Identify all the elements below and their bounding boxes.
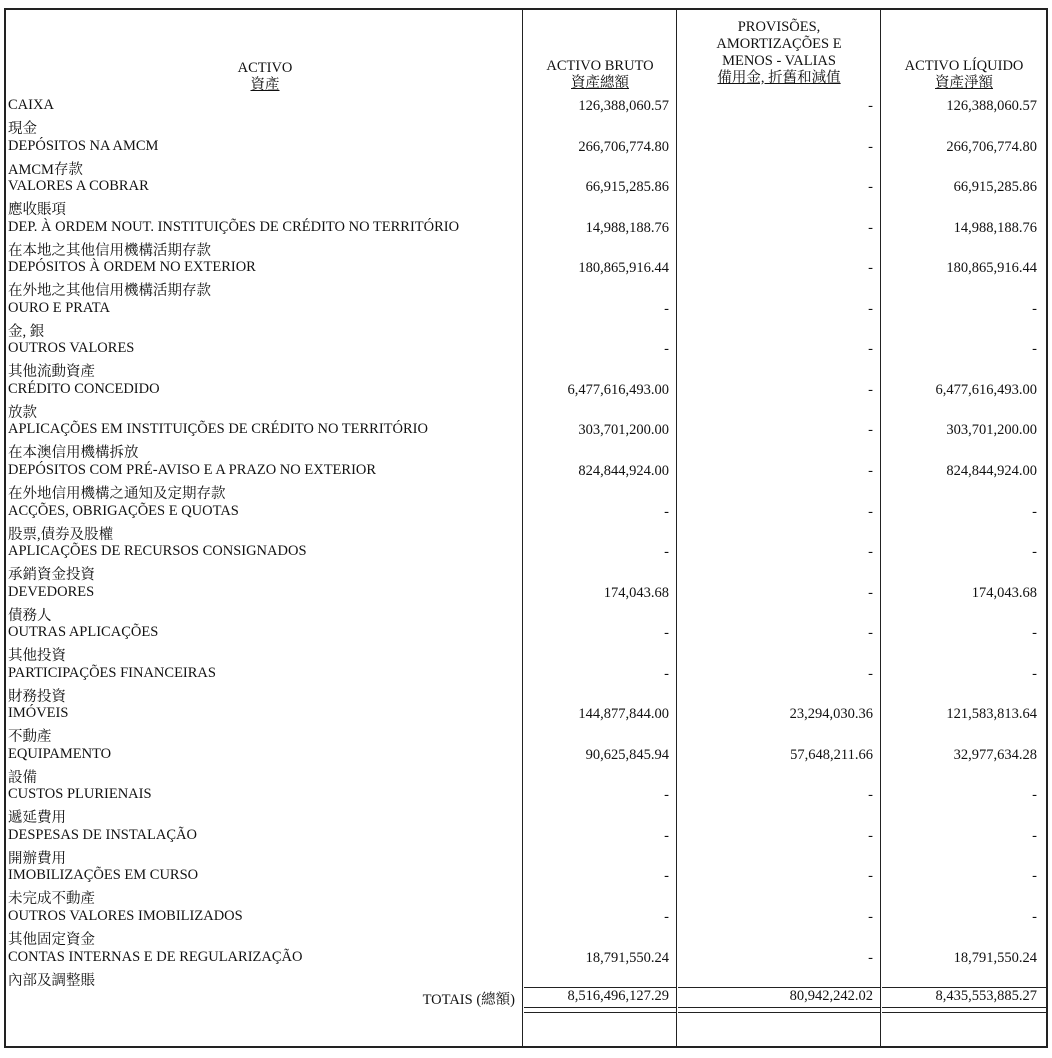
row-label-zh: 設備 <box>8 769 37 786</box>
cell-provisoes: - <box>868 665 873 682</box>
cell-provisoes: - <box>868 868 873 885</box>
row-label-zh: 股票,債券及股權 <box>8 526 114 543</box>
row-label-pt: CAIXA <box>8 97 54 113</box>
cell-activo-liquido: - <box>1032 300 1037 317</box>
cell-activo-bruto: - <box>664 544 669 561</box>
cell-activo-liquido: - <box>1032 665 1037 682</box>
cell-activo-bruto: 6,477,616,493.00 <box>567 381 669 398</box>
cell-activo-liquido: 32,977,634.28 <box>953 746 1037 763</box>
row-label-pt: IMOBILIZAÇÕES EM CURSO <box>8 867 199 884</box>
cell-activo-bruto: 824,844,924.00 <box>578 462 669 479</box>
cell-activo-liquido: - <box>1032 625 1037 642</box>
row-label-pt: OUTRAS APLICAÇÕES <box>8 624 159 641</box>
row-label-pt: EQUIPAMENTO <box>8 745 112 762</box>
row-label-pt: APLICAÇÕES DE RECURSOS CONSIGNADOS <box>8 543 307 560</box>
table-row <box>0 259 1052 300</box>
table-row <box>0 908 1052 949</box>
cell-provisoes: - <box>868 260 873 277</box>
table-row <box>0 178 1052 219</box>
cell-activo-liquido: 66,915,285.86 <box>953 179 1037 196</box>
cell-activo-bruto: 90,625,845.94 <box>585 746 669 763</box>
row-label-pt: DEPÓSITOS NA AMCM <box>8 137 159 154</box>
cell-provisoes: - <box>868 827 873 844</box>
cell-activo-bruto: - <box>664 909 669 925</box>
row-label-pt: OUTROS VALORES <box>8 340 135 357</box>
cell-activo-liquido: - <box>1032 787 1037 804</box>
total-rule <box>882 1012 1046 1013</box>
total-activo-liquido: 8,435,553,885.27 <box>935 988 1037 1004</box>
cell-provisoes: 57,648,211.66 <box>790 746 873 763</box>
header-prov-zh: 備用金, 折舊和減值 <box>717 70 841 86</box>
row-label-pt: DESPESAS DE INSTALAÇÃO <box>8 826 197 843</box>
cell-activo-liquido: 174,043.68 <box>971 584 1037 601</box>
total-provisoes: 80,942,242.02 <box>789 988 873 1004</box>
total-rule <box>678 987 880 988</box>
cell-activo-bruto: - <box>664 787 669 804</box>
table-row <box>0 949 1052 990</box>
cell-activo-liquido: 126,388,060.57 <box>946 98 1037 114</box>
cell-activo-bruto: 144,877,844.00 <box>578 706 669 723</box>
total-rule <box>524 987 676 988</box>
table-row <box>0 219 1052 260</box>
header-liq-zh: 資產淨額 <box>935 75 993 91</box>
row-label-zh: 金, 銀 <box>8 323 45 340</box>
totals-label: TOTAIS (總額) <box>422 992 515 1008</box>
header-activo-liquido <box>882 58 1046 92</box>
row-label-zh: 在本澳信用機構拆放 <box>8 445 139 462</box>
header-provisoes <box>678 19 880 87</box>
cell-provisoes: - <box>868 300 873 317</box>
row-label-zh: 在外地之其他信用機構活期存款 <box>8 283 211 300</box>
cell-activo-liquido: 303,701,200.00 <box>946 422 1037 439</box>
row-label-pt: VALORES A COBRAR <box>8 178 149 195</box>
row-label-zh: 其他流動資產 <box>8 364 95 381</box>
cell-activo-bruto: 174,043.68 <box>603 584 669 601</box>
cell-activo-bruto: - <box>664 868 669 885</box>
row-label-pt: DEPÓSITOS COM PRÉ-AVISO E A PRAZO NO EXTERIOR <box>8 461 377 478</box>
cell-activo-liquido: 18,791,550.24 <box>953 949 1037 966</box>
table-row <box>0 97 1052 138</box>
header-bruto-pt: ACTIVO BRUTO <box>546 58 654 74</box>
table-row <box>0 340 1052 381</box>
row-label-pt: OUTROS VALORES IMOBILIZADOS <box>8 908 243 924</box>
row-label-zh: 未完成不動產 <box>8 891 95 908</box>
row-label-zh: 現金 <box>8 121 37 137</box>
cell-activo-bruto: - <box>664 503 669 520</box>
cell-provisoes: - <box>868 462 873 479</box>
row-label-zh: 財務投資 <box>8 688 66 705</box>
header-activo-bruto <box>524 58 676 92</box>
total-rule <box>882 987 1046 988</box>
row-label-zh: 開辦費用 <box>8 850 66 867</box>
row-label-zh: 在外地信用機構之通知及定期存款 <box>8 485 226 502</box>
header-bruto-zh: 資產總額 <box>571 75 629 91</box>
table-row <box>0 300 1052 341</box>
header-activo-zh: 資產 <box>250 77 280 93</box>
cell-provisoes: - <box>868 179 873 196</box>
cell-provisoes: - <box>868 503 873 520</box>
cell-activo-liquido: 121,583,813.64 <box>946 706 1037 723</box>
cell-activo-bruto: - <box>664 300 669 317</box>
header-prov-line3: MENOS - VALIAS <box>722 53 836 69</box>
cell-activo-bruto: 126,388,060.57 <box>578 98 669 114</box>
cell-activo-liquido: 6,477,616,493.00 <box>935 381 1037 398</box>
cell-activo-bruto: 180,865,916.44 <box>578 260 669 277</box>
row-label-pt: DEP. À ORDEM NOUT. INSTITUIÇÕES DE CRÉDITO NO TERRITÓRIO <box>8 218 460 235</box>
cell-provisoes: - <box>868 787 873 804</box>
row-label-zh: 其他固定資金 <box>8 932 95 948</box>
cell-provisoes: - <box>868 219 873 236</box>
cell-provisoes: - <box>868 98 873 114</box>
row-label-pt: ACÇÕES, OBRIGAÇÕES E QUOTAS <box>8 502 239 519</box>
row-label-zh: 不動產 <box>8 729 52 746</box>
header-liq-pt: ACTIVO LÍQUIDO <box>904 58 1024 74</box>
table-row <box>0 421 1052 462</box>
header-prov-line1: PROVISÕES, <box>737 19 821 35</box>
cell-provisoes: 23,294,030.36 <box>789 706 873 723</box>
table-row <box>0 138 1052 179</box>
total-rule <box>524 1007 676 1008</box>
table-row <box>0 624 1052 665</box>
row-label-pt: DEVEDORES <box>8 583 95 600</box>
cell-activo-bruto: - <box>664 625 669 642</box>
cell-activo-liquido: - <box>1032 503 1037 520</box>
row-label-zh: 承銷資金投資 <box>8 567 95 584</box>
row-label-pt: APLICAÇÕES EM INSTITUIÇÕES DE CRÉDITO NO TERRITÓRIO <box>8 421 428 438</box>
cell-activo-liquido: 14,988,188.76 <box>953 219 1037 236</box>
table-row <box>0 746 1052 787</box>
table-row <box>0 543 1052 584</box>
row-label-pt: PARTICIPAÇÕES FINANCEIRAS <box>8 664 216 681</box>
cell-activo-liquido: - <box>1032 544 1037 561</box>
cell-activo-liquido: - <box>1032 868 1037 885</box>
cell-activo-bruto: - <box>664 665 669 682</box>
cell-activo-bruto: - <box>664 341 669 358</box>
cell-activo-liquido: 266,706,774.80 <box>946 138 1037 155</box>
cell-provisoes: - <box>868 584 873 601</box>
cell-activo-liquido: - <box>1032 827 1037 844</box>
table-row <box>0 665 1052 706</box>
cell-activo-liquido: - <box>1032 341 1037 358</box>
cell-provisoes: - <box>868 544 873 561</box>
row-label-zh: 其他投資 <box>8 648 66 665</box>
row-label-zh: 在本地之其他信用機構活期存款 <box>8 242 211 259</box>
row-label-pt: CONTAS INTERNAS E DE REGULARIZAÇÃO <box>8 948 303 965</box>
cell-provisoes: - <box>868 909 873 925</box>
cell-activo-bruto: - <box>664 827 669 844</box>
cell-provisoes: - <box>868 381 873 398</box>
total-rule <box>882 1007 1046 1008</box>
cell-provisoes: - <box>868 341 873 358</box>
cell-activo-liquido: 180,865,916.44 <box>946 260 1037 277</box>
header-prov-line2: AMORTIZAÇÕES E <box>716 36 842 52</box>
row-label-zh: 放款 <box>8 404 37 421</box>
table-row <box>0 827 1052 868</box>
table-row <box>0 705 1052 746</box>
row-label-pt: OURO E PRATA <box>8 299 110 316</box>
header-activo-pt: ACTIVO <box>237 60 293 76</box>
cell-provisoes: - <box>868 422 873 439</box>
row-label-pt: IMÓVEIS <box>8 705 69 722</box>
table-row <box>0 584 1052 625</box>
table-row <box>0 503 1052 544</box>
cell-activo-bruto: 303,701,200.00 <box>578 422 669 439</box>
cell-activo-bruto: 266,706,774.80 <box>578 138 669 155</box>
row-label-pt: CRÉDITO CONCEDIDO <box>8 380 160 397</box>
total-rule <box>524 1012 676 1013</box>
cell-activo-liquido: - <box>1032 909 1037 925</box>
row-label-zh: 內部及調整賬 <box>8 972 95 989</box>
row-label-pt: DEPÓSITOS À ORDEM NO EXTERIOR <box>8 259 256 276</box>
table-row <box>0 867 1052 908</box>
cell-activo-liquido: 824,844,924.00 <box>946 462 1037 479</box>
row-label-zh: AMCM存款 <box>8 161 83 178</box>
cell-provisoes: - <box>868 138 873 155</box>
total-activo-bruto: 8,516,496,127.29 <box>567 988 669 1004</box>
cell-activo-bruto: 66,915,285.86 <box>585 179 669 196</box>
cell-activo-bruto: 18,791,550.24 <box>585 949 669 966</box>
cell-provisoes: - <box>868 949 873 966</box>
row-label-pt: CUSTOS PLURIENAIS <box>8 786 152 803</box>
row-label-zh: 遞延費用 <box>8 810 66 827</box>
row-label-zh: 應收賬項 <box>8 202 66 219</box>
table-row <box>0 786 1052 827</box>
table-row <box>0 462 1052 503</box>
total-rule <box>678 1007 880 1008</box>
cell-provisoes: - <box>868 625 873 642</box>
header-activo <box>10 60 520 94</box>
row-label-zh: 債務人 <box>8 607 52 624</box>
cell-activo-bruto: 14,988,188.76 <box>585 219 669 236</box>
total-rule <box>678 1012 880 1013</box>
table-row <box>0 381 1052 422</box>
